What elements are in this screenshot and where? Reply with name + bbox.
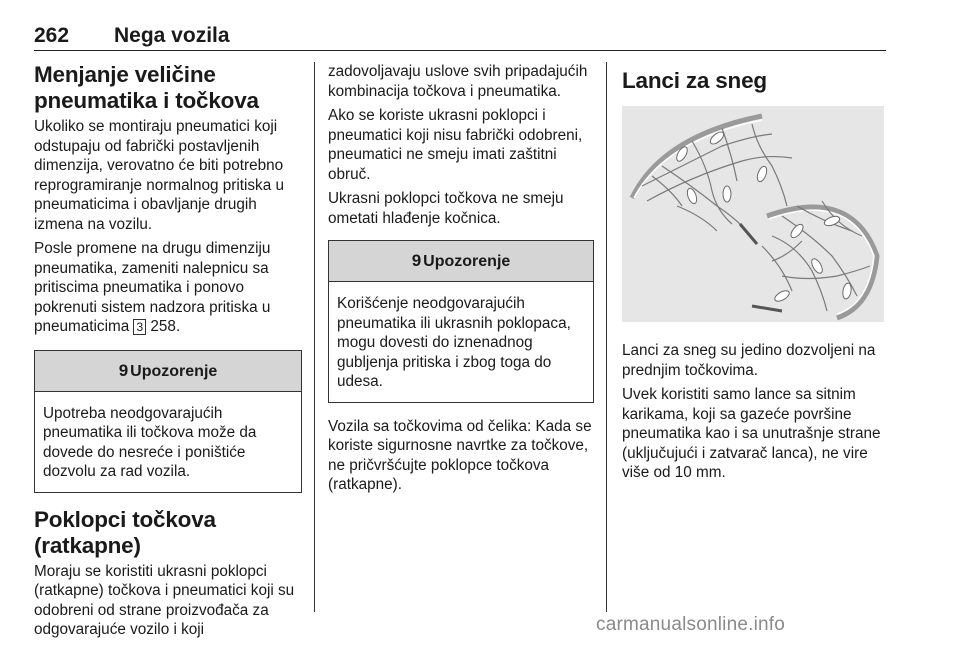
paragraph-text: Posle promene na drugu dimenziju pneumatika, zameniti nalepnicu sa pritiscima pneumatika i ponovo pokrenuti sistem nadzora pritiska u pneumaticima <box>34 240 271 335</box>
warning-box <box>34 350 302 493</box>
paragraph: Ukrasni poklopci točkova ne smeju ometati hlađenje kočnica. <box>328 190 564 227</box>
paragraph: Ukoliko se montiraju pneumatici koji odstupaju od fabrički postavljenih dimenzija, verovatno će biti potrebno reprogramiranje normalnog pritiska u pneumaticima i obavljanje drugih izmena na vozilu. <box>34 118 284 233</box>
paragraph: zadovoljavaju uslove svih pripadajućih kombinacija točkova i pneumatika. <box>328 63 588 100</box>
snow-chains-illustration <box>622 106 884 322</box>
column-1 <box>34 62 302 645</box>
paragraph: Moraju se koristiti ukrasni poklopci (ratkapne) točkova i pneumatici koji su odobreni od strane proizvođača za odgovarajuće vozilo i koji <box>34 562 295 638</box>
warning-title: Upozorenje <box>423 253 511 270</box>
heading-wheel-covers: Poklopci točkova (ratkapne) <box>34 506 216 558</box>
warning-box <box>328 240 594 403</box>
warning-body: Upotreba neodgovarajućih pneumatika ili točkova može da dovede do nesreće i poništiće dozvolu za rad vozila. <box>43 404 257 480</box>
heading-snow-chains: Lanci za sneg <box>622 68 767 93</box>
page-header <box>34 22 886 51</box>
warning-body: Korišćenje neodgovarajućih pneumatika ili ukrasnih poklopaca, mogu dovesti do iznenadnog gubljenja pritiska i zbog toga do udesa. <box>337 295 571 390</box>
page-ref-link[interactable]: 258. <box>146 318 181 335</box>
paragraph: Lanci za sneg su jedino dozvoljeni na prednjim točkovima. <box>622 342 876 379</box>
column-divider <box>314 62 315 612</box>
warning-header <box>35 351 301 392</box>
section-title: Nega vozila <box>114 24 230 47</box>
column-2 <box>328 62 594 500</box>
paragraph: Vozila sa točkovima od čelika: Kada se koriste sigurnosne navrtke za točkove, ne pričvršćujte poklopce točkova (ratkapne). <box>328 417 592 493</box>
warning-triangle-icon: 9 <box>118 360 129 380</box>
paragraph: Uvek koristiti samo lance sa sitnim karikama, koji sa gazeće površine pneumatika kao i sa unutrašnje strane (uključujući i zatvarač lanca), ne vire više od 10 mm. <box>622 386 881 481</box>
column-divider <box>606 62 607 612</box>
heading-tire-size: Menjanje veličine pneumatika i točkova <box>34 62 259 113</box>
warning-title: Upozorenje <box>130 362 218 380</box>
column-3 <box>622 62 888 488</box>
warning-header <box>329 241 593 282</box>
paragraph: Ako se koriste ukrasni poklopci i pneumatici koji nisu fabrički odobreni, pneumatici ne smeju imati zaštitni obruč. <box>328 107 583 183</box>
warning-triangle-icon: 9 <box>411 251 422 270</box>
page-number: 262 <box>34 24 70 47</box>
page-ref-arrow-icon: 3 <box>133 319 146 335</box>
watermark: carmanualsonline.info <box>596 614 786 635</box>
paragraph-with-ref <box>34 239 302 338</box>
